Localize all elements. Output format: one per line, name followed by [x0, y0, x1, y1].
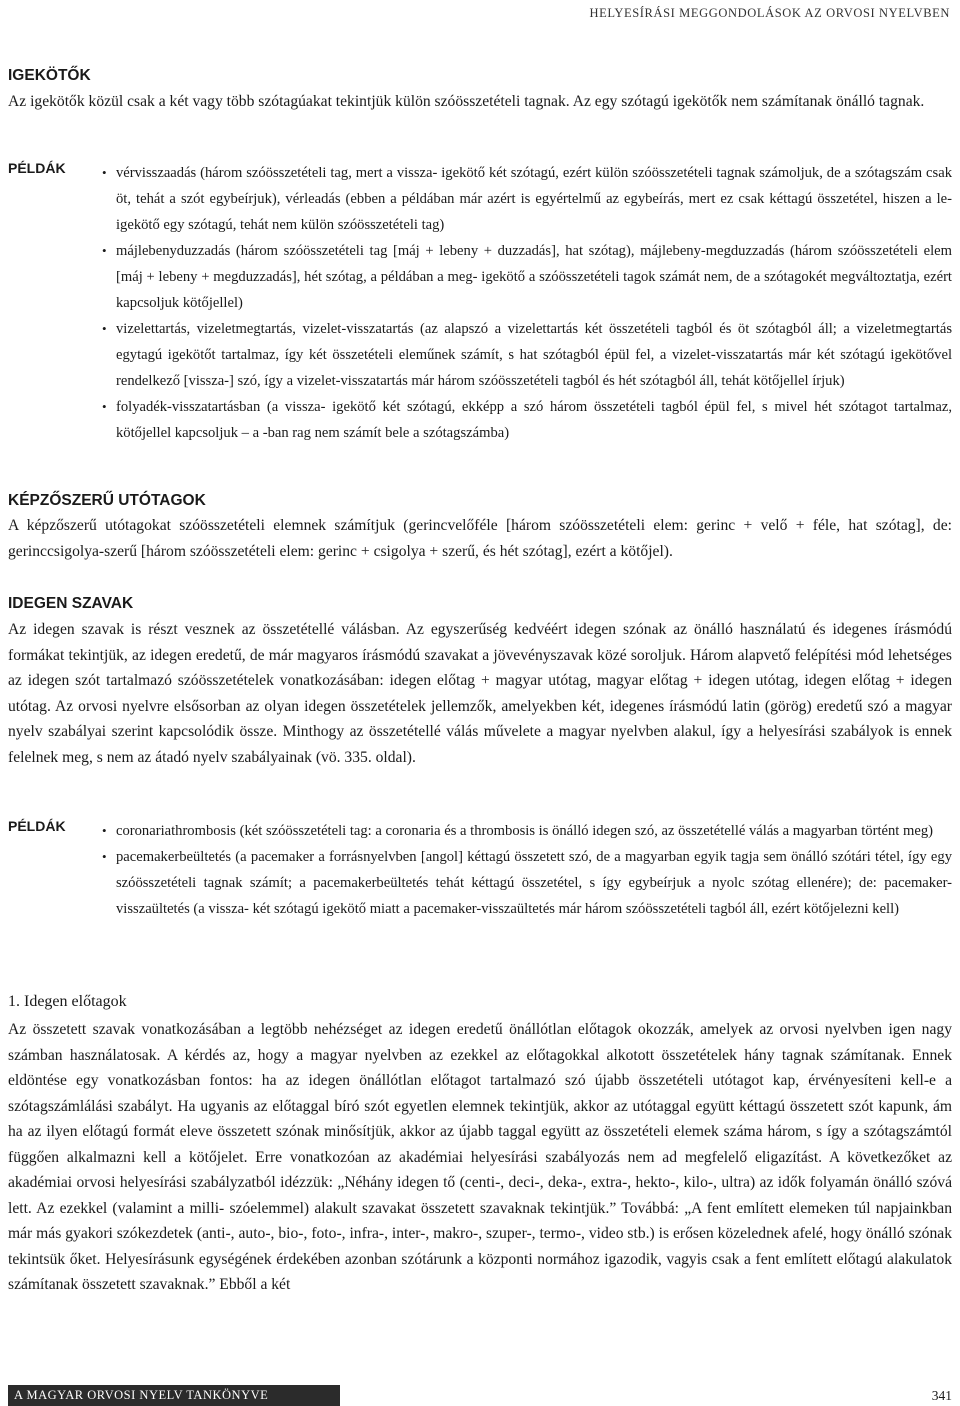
- examples-list-2: [104, 818, 952, 922]
- examples-block-1: [8, 160, 952, 460]
- paragraph-igekotok: Az igekötők közül csak a két vagy több szótagúakat tekintjük külön szóösszetételi tagnak. Az egy szótagú igekötők nem számítanak önálló tagnak.: [8, 93, 925, 110]
- examples-label: PÉLDÁK: [8, 818, 66, 834]
- list-item: • pacemakerbeültetés (a pacemaker a forrásnyelvben [angol] kéttagú összetett szó, de a magyarban egyik tagja sem önálló szótári tétel, így egy szóösszetételi tagnak számít; a pacemakerbeültetés tehát kéttagú összetétel, s így egybeírjuk a nyolc szótag ellenére); de: pacemaker-visszaültetés (a vissza- két szótagú igekötő miatt a pacemaker-visszaültetés már három szóösszetételi tagból áll, ezért kötőjelezni kell): [104, 844, 952, 922]
- running-head: HELYESÍRÁSI MEGGONDOLÁSOK AZ ORVOSI NYELVBEN: [589, 6, 950, 20]
- examples-label: PÉLDÁK: [8, 160, 66, 176]
- list-item: • májlebenyduzzadás (három szóösszetételi tag [máj + lebeny + duzzadás], hat szótag), májlebeny-megduzzadás (három szóösszetételi elem [máj + lebeny + megduzzadás], hét szótag, a példában a meg- igekötő a szóösszetételi tagok számát nem, de a szótagokét megváltoztatja, ezért kapcsoljuk kötőjellel): [104, 238, 952, 316]
- footer-book-title: A MAGYAR ORVOSI NYELV TANKÖNYVE: [8, 1385, 340, 1406]
- section-heading-igekotok: IGEKÖTŐK: [8, 67, 91, 84]
- examples-block-2: [8, 818, 952, 968]
- page-number: 341: [931, 1388, 952, 1403]
- list-item: • coronariathrombosis (két szóösszetételi tag: a coronaria és a thrombosis is önálló idegen szó, az összetétellé válás a magyarban történt meg): [104, 818, 952, 844]
- list-item: • folyadék-visszatartásban (a vissza- igekötő két szótagú, ekképp a szó három összetételi tagból épül fel, s mivel hét szótagot tartalmaz, kötőjellel kapcsoljuk – a -ban rag nem számít bele a szótagszámba): [104, 394, 952, 446]
- paragraph-idegen: Az idegen szavak is részt vesznek az összetétellé válásban. Az egyszerűség kedvéért idegen szónak az önálló használatú és idegenes írásmódú formákat tekintjük, az idegen eredetű, de már magyaros írásmódú szavakat a jövevényszavak közé soroljuk. Három alapvető felépítési mód lehetséges az idegen szót tartalmazó szóösszetételek vonatkozásában: idegen előtag + magyar utótag, magyar előtag + idegen utótag, idegen előtag + idegen utótag. Az orvosi nyelvre elsősorban az olyan idegen összetételek jellemzők, amelyekben két, idegenes írásmódú latin (görög) eredetű szó a magyar nyelv szabályai szerint kapcsolódik össze. Minthogy az összetétellé válás művelete a magyar nyelvben alakul, így a helyesírási szabályok is ennek felelnek meg, s nem az átadó nyelv szabályainak (vö. 335. oldal).: [8, 621, 952, 766]
- list-item: • vérvisszaadás (három szóösszetételi tag, mert a vissza- igekötő két szótagú, ezért külön szóösszetételi tagnak számoljuk, de a szótagszám csak öt, tehát a szót egybeírjuk), vérleadás (ebben a példában már azért is egyértelmű az egybeírás, mert ez csak kéttagú összetétel, hiszen a le- igekötő egy szótagú, tehát nem külön szóösszetételi tag): [104, 160, 952, 238]
- section-heading-kepzoszeru: KÉPZŐSZERŰ UTÓTAGOK: [8, 492, 206, 509]
- paragraph-elotagok: Az összetett szavak vonatkozásában a legtöbb nehézséget az idegen eredetű önállótlan előtagok okozzák, amelyek az orvosi nyelvben igen nagy számban használatosak. A kérdés az, hogy a magyar nyelvben az ezekkel az előtagokkal alkotott összetételek hány tagnak számítanak. Ennek eldöntése egy vonatkozásban fontos: ha az idegen önállótlan előtagot tartalmazó szó újabb összetételi utótagot kap, érvényesíteni kell-e a szótagszámlálási szabályt. Ha ugyanis az előtaggal bíró szót egyetlen elemnek tekintjük, akkor az utótaggal együtt kéttagú összetett szót kapunk, ám ha az ilyen előtagú formát eleve összetett szónak minősítjük, akkor az újabb taggal együtt az összetételi elemek száma három, s így a szótagszámtól függően alkalmazni kell a kötőjelet. Erre vonatkozóan az akadémiai helyesírási szabályozás nem ad megfelelő eligazítást. A következőket az akadémiai orvosi helyesírási szabályzatból idézzük: „Néhány idegen tő (centi-, deci-, deka-, extra-, hekto-, kilo-, ultra) az idők folyamán önálló szóvá lett. Az ezekkel (valamint a milli- szóelemmel) alakult szavakat összetett szavaknak tekintjük.” Továbbá: „A fent említett elemeken túl napjainkban már más gyakori szókezdetek (anti-, auto-, bio-, foto-, infra-, inter-, makro-, szuper-, termo-, video stb.) is erősen közelednek afelé, hogy önálló szónak tekintsük őket. Helyesírásunk egységének érdekében azonban szótárunk a központi normához igazodik, vagyis csak a fent említett előtagú alakulatok számítanak összetett szavaknak.” Ebből a két: [8, 1021, 952, 1293]
- list-item: • vizelettartás, vizeletmegtartás, vizelet-visszatartás (az alapszó a vizelettartás két összetételi tagból és öt szótagból áll; a vizeletmegtartás egytagú igekötőt tartalmaz, így két összetételi eleműnek számít, s hat szótagból épül fel, a vizelet-visszatartás már két szótagú igekötővel rendelkező [vissza-] szó, így a vizelet-visszatartás már három szóösszetételi tagból és hét szótagból áll, tehát kötőjellel írjuk): [104, 316, 952, 394]
- section-heading-idegen: IDEGEN SZAVAK: [8, 595, 134, 612]
- subsection-heading-elotagok: 1. Idegen előtagok: [8, 993, 127, 1010]
- paragraph-kepzoszeru: A képzőszerű utótagokat szóösszetételi elemnek számítjuk (gerincvelőféle [három szóösszetételi elem: gerinc + velő + féle, hat szótag], de: gerinccsigolya-szerű [három szóösszetételi elem: gerinc + csigolya + szerű, és hét szótag], ezért a kötőjel).: [8, 517, 952, 560]
- examples-list-1: [104, 160, 952, 446]
